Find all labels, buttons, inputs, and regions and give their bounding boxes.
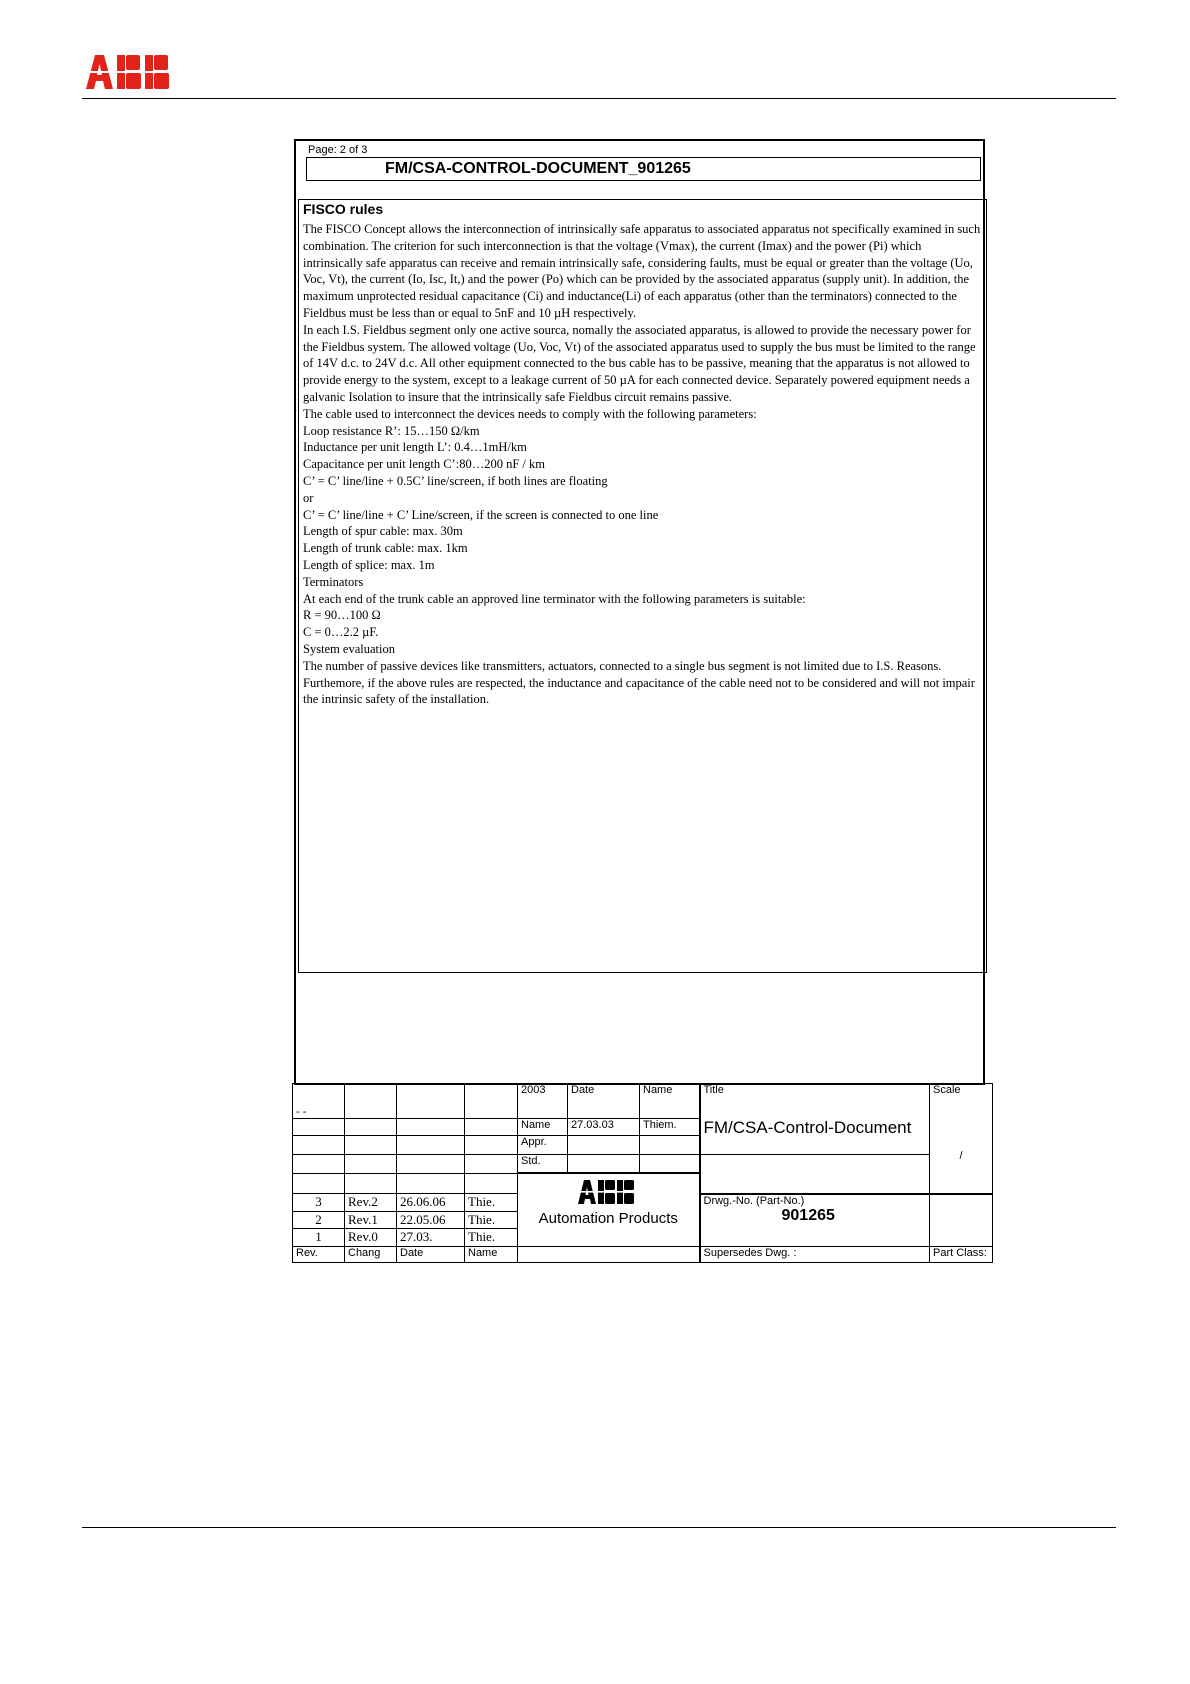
rev-date: 26.06.06 xyxy=(397,1194,465,1211)
paragraph: C’ = C’ line/line + 0.5C’ line/screen, if both lines are floating xyxy=(303,473,608,488)
drawn-label: Name xyxy=(518,1118,568,1135)
abb-logo xyxy=(86,55,176,89)
rev-change: Rev.2 xyxy=(345,1194,397,1211)
rev-number: 2 xyxy=(293,1211,345,1228)
paragraph: Length of spur cable: max. 30m xyxy=(303,524,463,539)
title-block xyxy=(292,1083,993,1263)
doc-title-box xyxy=(306,157,981,181)
paragraph: C’ = C’ line/line + C’ Line/screen, if the screen is connected to one line xyxy=(303,507,659,522)
paragraph: At each end of the trunk cable an approved line terminator with the following parameters is suitable: xyxy=(303,591,806,606)
company-name: Automation Products xyxy=(538,1210,678,1228)
paragraph: System evaluation xyxy=(303,641,395,656)
rev-name: Thie. xyxy=(465,1194,518,1211)
year-cell: 2003 xyxy=(518,1084,568,1119)
drawn-date: 27.03.03 xyxy=(568,1118,640,1135)
paragraph: C = 0…2.2 µF. xyxy=(303,625,379,640)
scale-value: / xyxy=(930,1118,993,1194)
name-label: Name xyxy=(640,1084,700,1119)
abb-small-logo xyxy=(578,1180,638,1204)
footer-date-label: Date xyxy=(397,1246,465,1262)
paragraph: Inductance per unit length L’: 0.4…1mH/km xyxy=(303,440,527,455)
rev-change: Rev.0 xyxy=(345,1229,397,1246)
doc-title: FM/CSA-CONTROL-DOCUMENT_901265 xyxy=(385,160,691,177)
rev-name: Thie. xyxy=(465,1211,518,1228)
rev-date: 27.03. xyxy=(397,1229,465,1246)
rev-name: Thie. xyxy=(465,1229,518,1246)
section-title: FISCO rules xyxy=(303,201,384,217)
page-label: Page: 2 of 3 xyxy=(308,144,368,156)
document-sheet xyxy=(294,139,985,1085)
rev-date: 22.05.06 xyxy=(397,1211,465,1228)
part-class-label: Part Class: xyxy=(930,1246,993,1262)
paragraph: Terminators xyxy=(303,574,364,589)
drwg-label: Drwg.-No. (Part-No.) xyxy=(703,1194,805,1207)
supersedes-label: Supersedes Dwg. : xyxy=(700,1246,930,1262)
rev-number: 3 xyxy=(293,1194,345,1211)
paragraph: The cable used to interconnect the devices needs to comply with the following parameters: xyxy=(303,406,757,421)
rev-number: 1 xyxy=(293,1229,345,1246)
footer-rev-label: Rev. xyxy=(293,1246,345,1262)
paragraph: Length of splice: max. 1m xyxy=(303,557,435,572)
paragraph: Length of trunk cable: max. 1km xyxy=(303,541,468,556)
footer-change-label: Chang xyxy=(345,1246,397,1262)
footer-name-label: Name xyxy=(465,1246,518,1262)
std-label: Std. xyxy=(518,1154,568,1173)
drwg-number: 901265 xyxy=(781,1206,835,1224)
paragraph: Capacitance per unit length C’:80…200 nF / km xyxy=(303,457,545,472)
header-rule xyxy=(82,98,1116,99)
doc-title-cell: FM/CSA-Control-Document xyxy=(700,1118,930,1154)
rev-change: Rev.1 xyxy=(345,1211,397,1228)
drawn-name: Thiem. xyxy=(640,1118,700,1135)
paragraph: Loop resistance R’: 15…150 Ω/km xyxy=(303,423,480,438)
paragraph: or xyxy=(303,490,314,505)
paragraph: The number of passive devices like transmitters, actuators, connected to a single bus segment is not limited due to I.S. Reasons. Furthemore, if the above rules are respected, the inductance and capacitance of the cable need not to be considered and will not impair the intrinsic safety of the installation. xyxy=(303,658,975,707)
paragraph: The FISCO Concept allows the interconnection of intrinsically safe apparatus to associated apparatus not specifically examined in such combination. The criterion for such interconnection is that the voltage (Vmax), the current (Imax) and the power (Pi) which intrinsically safe apparatus can receive and remain intrinsically safe, considering faults, must be equal or greater than the voltage (Uo, Voc, Vt), the current (Io, Isc, It,) and the power (Po) which can be provided by the associated apparatus (supply unit). In addition, the maximum unprotected residual capacitance (Ci) and inductance(Li) of each apparatus (other than the terminators) connected to the Fieldbus must be less than or equal to 5nF and 10 µH respectively. xyxy=(303,222,981,320)
paragraph: In each I.S. Fieldbus segment only one active sourca, nomally the associated apparatus, is allowed to provide the necessary power for the Fieldbus system. The allowed voltage (Uo, Voc, Vt) of the associated apparatus used to supply the bus must be limited to the range of 14V d.c. to 24V d.c. All other equipment connected to the bus cable has to be passive, meaning that the apparatus is not allowed to provide energy to the system, except to a leakage current of 50 µA for each connected device. Separately powered equipment needs a galvanic Isolation to insure that the intrinsically safe Fieldbus circuit remains passive. xyxy=(303,322,976,404)
company-cell xyxy=(518,1173,700,1246)
paragraph: R = 90…100 Ω xyxy=(303,608,381,623)
body-text xyxy=(303,221,983,708)
appr-label: Appr. xyxy=(518,1136,568,1154)
rev-dash-cell: - - xyxy=(293,1084,345,1119)
drwg-cell xyxy=(700,1194,930,1246)
scale-label: Scale xyxy=(930,1084,993,1119)
footer-rule xyxy=(82,1527,1116,1528)
content-box xyxy=(298,199,987,973)
date-label: Date xyxy=(568,1084,640,1119)
title-label: Title xyxy=(700,1084,930,1119)
